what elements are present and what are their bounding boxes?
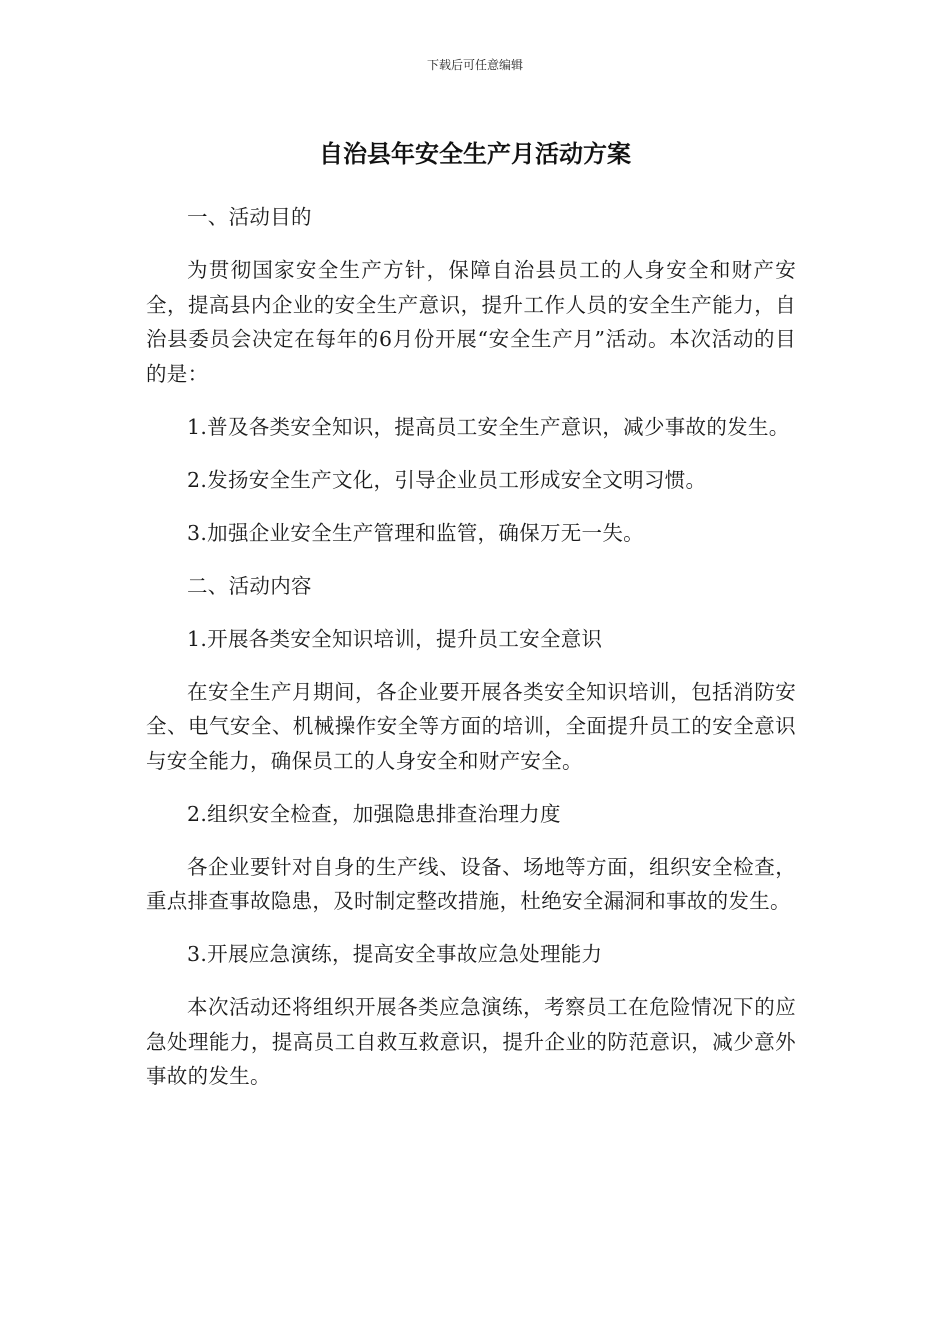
purpose-item-3: 3.加强企业安全生产管理和监管，确保万无一失。 [187,520,644,545]
content-subheading-3: 3.开展应急演练，提高安全事故应急处理能力 [187,942,603,966]
content-paragraph-1: 在安全生产月期间，各企业要开展各类安全知识培训，包括消防安全、电气安全、机械操作安全等方面的培训，全面提升员工的安全意识与安全能力，确保员工的人身安全和财产安全。 [146,679,796,773]
content-paragraph-2: 各企业要针对自身的生产线、设备、场地等方面，组织安全检查，重点排查事故隐患，及时制定整改措施，杜绝安全漏洞和事故的发生。 [146,854,796,913]
paragraph-purpose-intro: 为贯彻国家安全生产方针，保障自治县员工的人身安全和财产安全，提高县内企业的安全生产意识，提升工作人员的安全生产能力，自治县委员会决定在每年的6月份开展“安全生产月”活动。本次活动的目的是： [146,258,796,386]
section-heading-purpose: 一、活动目的 [187,205,312,229]
document-title: 自治县年安全生产月活动方案 [319,140,631,168]
page-header: 下载后可任意编辑 [426,58,523,72]
content-paragraph-3: 本次活动还将组织开展各类应急演练，考察员工在危险情况下的应急处理能力，提高员工自救互救意识，提升企业的防范意识，减少意外事故的发生。 [146,995,796,1088]
purpose-item-2: 2.发扬安全生产文化，引导企业员工形成安全文明习惯。 [187,467,707,492]
content-subheading-1: 1.开展各类安全知识培训，提升员工安全意识 [187,626,603,651]
section-heading-content: 二、活动内容 [187,573,312,598]
content-subheading-2: 2.组织安全检查，加强隐患排查治理力度 [187,801,561,826]
purpose-item-1: 1.普及各类安全知识，提高员工安全生产意识，减少事故的发生。 [187,414,790,439]
document-body [146,200,796,1112]
